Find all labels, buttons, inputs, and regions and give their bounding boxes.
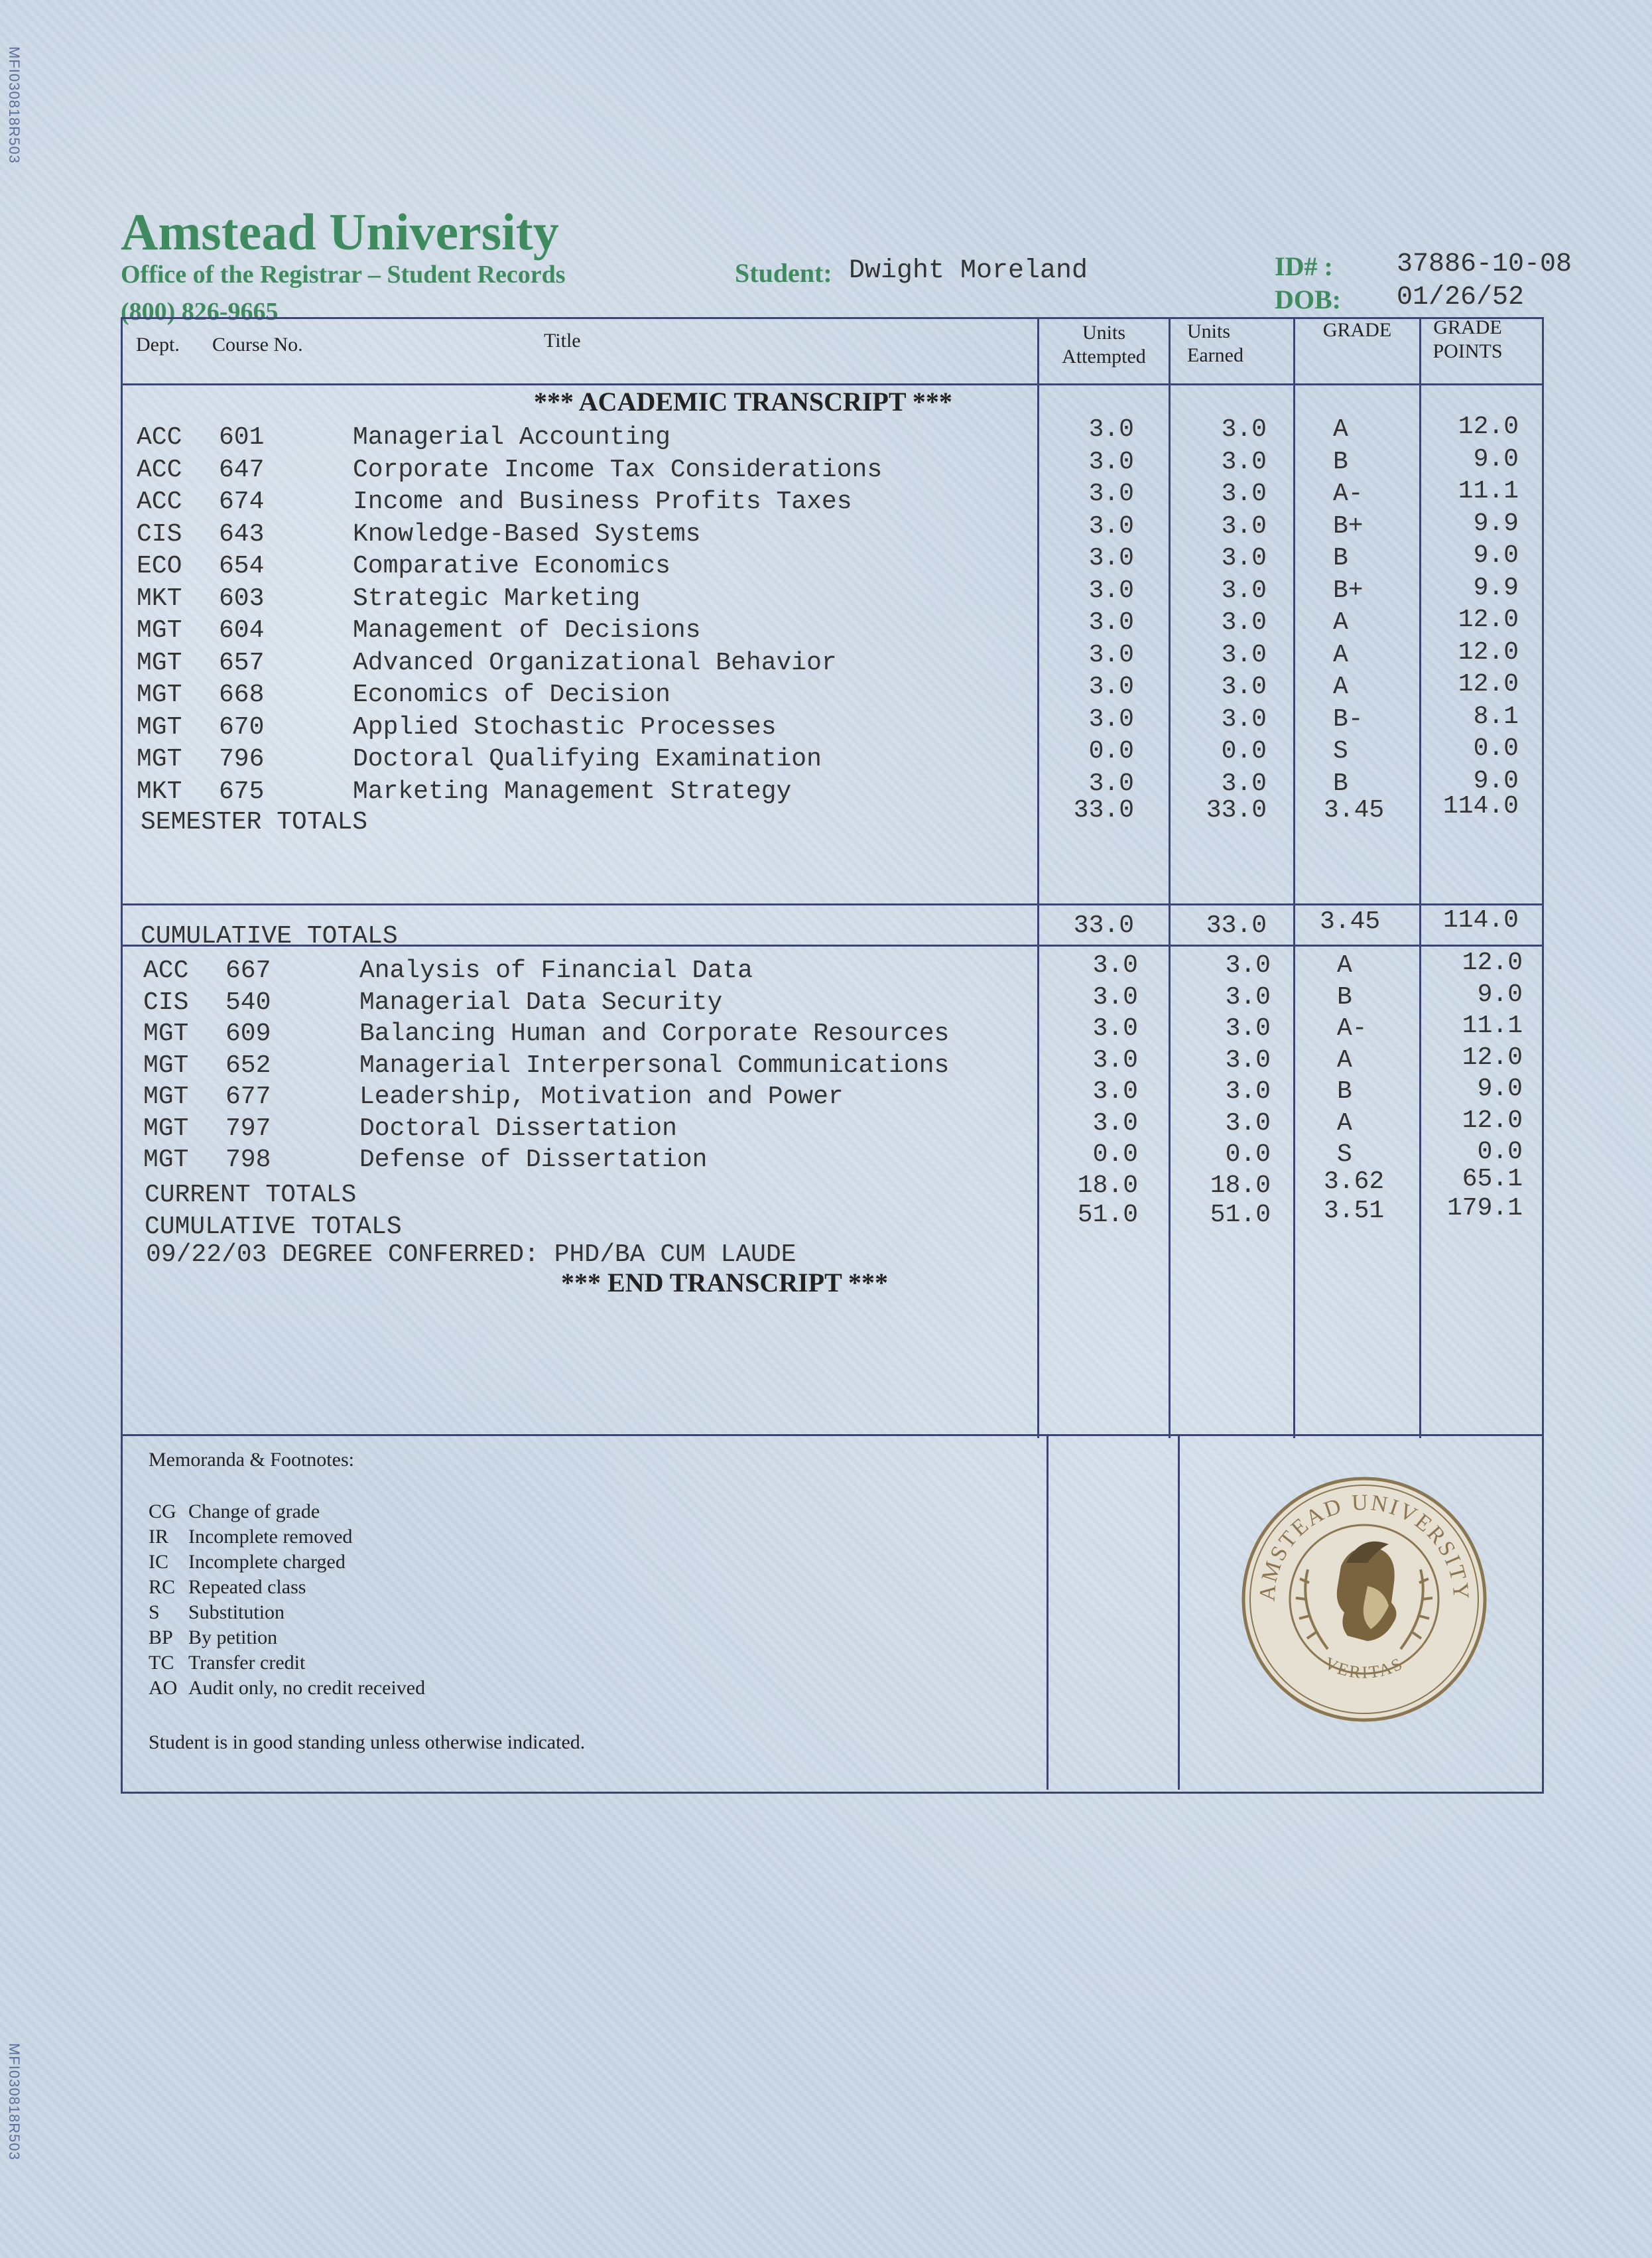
memo-code: TC (149, 1652, 174, 1674)
course-title: Managerial Data Security (359, 988, 723, 1017)
col-divider-earned (1293, 317, 1295, 1438)
units-earned: 3.0 (1221, 415, 1267, 444)
course-dept: ACC (137, 423, 182, 452)
course-dept: MGT (143, 1083, 189, 1111)
units-attempted: 3.0 (1088, 608, 1134, 637)
grade-points: 8.1 (1473, 702, 1519, 731)
grade-points-line2: POINTS (1432, 340, 1503, 362)
memo-code: S (149, 1601, 160, 1623)
col-header-units-attempted (1039, 321, 1169, 369)
course-dept: MGT (137, 712, 182, 742)
col-divider-title (1037, 317, 1039, 1438)
col-header-dept: Dept. (136, 334, 180, 356)
units-attempted: 0.0 (1088, 737, 1134, 765)
semester-totals-earned: 33.0 (1206, 796, 1267, 825)
grade: A (1337, 1045, 1352, 1075)
memo-description: Incomplete charged (188, 1551, 346, 1573)
units-earned: 3.0 (1221, 704, 1267, 734)
course-dept: ACC (137, 488, 182, 516)
course-title: Applied Stochastic Processes (353, 712, 777, 742)
dob-label: DOB: (1275, 285, 1341, 314)
cumulative-totals-2-label: CUMULATIVE TOTALS (145, 1213, 402, 1241)
col-header-course-no: Course No. (212, 334, 303, 356)
col-header-title: Title (544, 330, 581, 352)
course-dept: CIS (143, 988, 189, 1017)
memo-col-divider-2 (1178, 1434, 1180, 1790)
course-dept: MGT (143, 1020, 189, 1048)
memo-code: IR (149, 1526, 168, 1548)
memo-description: Substitution (188, 1601, 285, 1623)
grade-points: 11.1 (1458, 477, 1519, 505)
grade: A- (1337, 1014, 1367, 1043)
grade-points: 9.0 (1473, 444, 1519, 474)
units-attempted-line1: Units (1082, 322, 1125, 344)
units-attempted: 3.0 (1088, 511, 1134, 541)
student-label: Student: (735, 258, 832, 288)
grade: B (1333, 544, 1348, 572)
semester-totals-gpa: 3.45 (1324, 796, 1385, 825)
current-totals-earned: 18.0 (1210, 1171, 1271, 1200)
id-value: 37886-10-08 (1397, 249, 1572, 279)
course-number: 674 (219, 488, 265, 516)
grade: B (1337, 1077, 1352, 1106)
course-title: Leadership, Motivation and Power (359, 1083, 844, 1111)
course-dept: CIS (137, 519, 182, 549)
current-totals-attempted: 18.0 (1077, 1171, 1138, 1200)
course-dept: ACC (137, 455, 182, 484)
course-title: Corporate Income Tax Considerations (353, 455, 883, 484)
course-title: Income and Business Profits Taxes (353, 488, 852, 516)
grade-points: 11.1 (1462, 1012, 1523, 1040)
course-title: Defense of Dissertation (359, 1146, 708, 1174)
seal-top-text: AMSTEAD UNIVERSITY (1255, 1490, 1474, 1603)
grade: A (1337, 951, 1352, 980)
registrar-office: Office of the Registrar – Student Records (121, 261, 566, 289)
course-title: Marketing Management Strategy (353, 777, 792, 806)
good-standing-note: Student is in good standing unless otherwise indicated. (149, 1731, 586, 1753)
memo-code: BP (149, 1627, 173, 1648)
registrar-phone: (800) 826-9665 (121, 298, 279, 326)
university-seal-icon (1235, 1470, 1493, 1729)
units-attempted: 3.0 (1088, 415, 1134, 444)
course-title: Strategic Marketing (353, 584, 641, 613)
grade: B+ (1333, 511, 1364, 541)
units-earned: 3.0 (1221, 608, 1267, 637)
course-dept: ECO (137, 552, 182, 580)
col-header-grade: GRADE (1322, 319, 1392, 341)
units-earned-line1: Units (1187, 320, 1231, 342)
grade-points: 12.0 (1462, 1043, 1523, 1072)
header-divider (121, 383, 1544, 385)
university-name: Amstead University (121, 203, 559, 261)
grade-points: 12.0 (1458, 670, 1519, 698)
grade: A- (1333, 480, 1364, 508)
course-dept: ACC (143, 957, 189, 985)
units-earned: 0.0 (1221, 737, 1267, 765)
col-header-units-earned (1171, 320, 1287, 367)
grade-points: 9.0 (1477, 1075, 1523, 1103)
units-earned: 3.0 (1221, 576, 1267, 605)
course-dept: MKT (137, 584, 182, 613)
units-earned: 3.0 (1225, 1014, 1271, 1043)
current-totals-points: 65.1 (1462, 1165, 1523, 1193)
units-earned: 3.0 (1225, 951, 1271, 980)
memo-code: RC (149, 1576, 176, 1598)
transcript-end-banner: *** END TRANSCRIPT *** (561, 1268, 889, 1297)
units-earned: 3.0 (1221, 769, 1267, 798)
units-attempted: 3.0 (1092, 1077, 1138, 1106)
units-earned: 3.0 (1225, 982, 1271, 1012)
memo-description: Audit only, no credit received (188, 1677, 426, 1699)
units-earned: 3.0 (1221, 447, 1267, 476)
units-earned: 3.0 (1221, 673, 1267, 701)
grade: A (1333, 415, 1348, 444)
grade: B (1333, 447, 1348, 476)
units-attempted: 3.0 (1092, 1108, 1138, 1138)
grade-points: 9.9 (1473, 573, 1519, 602)
course-dept: MGT (137, 648, 182, 677)
cumulative-totals-2-earned: 51.0 (1210, 1201, 1271, 1229)
grade-points-line1: GRADE (1433, 316, 1502, 338)
course-number: 670 (219, 712, 265, 742)
seal-bottom-text: VERITAS (1321, 1653, 1407, 1683)
course-number: 540 (225, 988, 271, 1017)
units-attempted: 3.0 (1092, 982, 1138, 1012)
course-title: Managerial Interpersonal Communications (359, 1051, 950, 1080)
units-attempted: 3.0 (1088, 640, 1134, 669)
units-attempted: 3.0 (1092, 951, 1138, 980)
units-earned: 3.0 (1221, 511, 1267, 541)
current-totals-gpa: 3.62 (1324, 1167, 1385, 1196)
transcript-start-banner: *** ACADEMIC TRANSCRIPT *** (534, 387, 952, 417)
course-title: Doctoral Dissertation (359, 1114, 677, 1143)
grade-points: 12.0 (1458, 413, 1519, 441)
memo-code: IC (149, 1551, 168, 1573)
semester-totals-attempted: 33.0 (1073, 796, 1134, 825)
grade: B- (1333, 704, 1364, 734)
student-name: Dwight Moreland (849, 256, 1088, 286)
grade-points: 12.0 (1458, 606, 1519, 634)
units-attempted: 3.0 (1088, 576, 1134, 605)
document-code-top: MFI030818R503 (6, 46, 23, 164)
units-earned: 3.0 (1221, 544, 1267, 572)
memo-description: Transfer credit (188, 1652, 306, 1674)
units-attempted-line2: Attempted (1062, 346, 1146, 367)
grade: B (1337, 982, 1352, 1012)
id-label: ID# : (1275, 251, 1333, 281)
units-attempted: 3.0 (1088, 769, 1134, 798)
course-dept: MGT (143, 1051, 189, 1080)
course-title: Balancing Human and Corporate Resources (359, 1020, 950, 1048)
grade: S (1333, 737, 1348, 765)
course-dept: MKT (137, 777, 182, 806)
course-dept: MGT (137, 681, 182, 709)
term-divider (121, 903, 1544, 905)
grade-points: 9.9 (1473, 509, 1519, 538)
col-divider-grade (1419, 317, 1421, 1438)
course-number: 667 (225, 957, 271, 985)
grade: S (1337, 1140, 1352, 1169)
units-attempted: 3.0 (1092, 1045, 1138, 1075)
cumulative-totals-1-points: 114.0 (1442, 906, 1519, 935)
units-attempted: 3.0 (1088, 673, 1134, 701)
course-number: 652 (225, 1051, 271, 1080)
course-title: Management of Decisions (353, 616, 701, 645)
grade-points: 9.0 (1477, 980, 1523, 1009)
memo-divider (121, 1434, 1544, 1436)
cumulative-totals-1-attempted: 33.0 (1073, 911, 1134, 940)
grade-points: 0.0 (1473, 734, 1519, 763)
course-title: Knowledge-Based Systems (353, 519, 701, 549)
course-title: Economics of Decision (353, 681, 670, 709)
units-earned: 3.0 (1225, 1108, 1271, 1138)
units-attempted: 3.0 (1088, 480, 1134, 508)
document-code-bottom: MFI030818R503 (6, 2043, 23, 2160)
memo-code: AO (149, 1677, 178, 1699)
dob-value: 01/26/52 (1397, 283, 1525, 312)
grade-points: 12.0 (1458, 637, 1519, 667)
memo-description: Repeated class (188, 1576, 306, 1598)
course-number: 797 (225, 1114, 271, 1143)
grade-points: 0.0 (1477, 1138, 1523, 1166)
units-earned: 3.0 (1225, 1045, 1271, 1075)
course-dept: MGT (137, 745, 182, 773)
cumulative-totals-2-attempted: 51.0 (1077, 1201, 1138, 1229)
course-dept: MGT (137, 616, 182, 645)
course-dept: MGT (143, 1146, 189, 1174)
course-dept: MGT (143, 1114, 189, 1143)
units-attempted: 3.0 (1092, 1014, 1138, 1043)
col-divider-attempted (1169, 317, 1171, 1438)
course-number: 796 (219, 745, 265, 773)
units-earned: 3.0 (1221, 640, 1267, 669)
grade-points: 12.0 (1462, 949, 1523, 977)
course-number: 643 (219, 519, 265, 549)
units-earned-line2: Earned (1187, 344, 1243, 366)
semester-totals-points: 114.0 (1442, 792, 1519, 821)
course-number: 657 (219, 648, 265, 677)
units-attempted: 3.0 (1088, 447, 1134, 476)
grade-points: 9.0 (1473, 766, 1519, 795)
units-earned: 3.0 (1225, 1077, 1271, 1106)
course-title: Managerial Accounting (353, 423, 670, 452)
course-number: 668 (219, 681, 265, 709)
course-number: 654 (219, 552, 265, 580)
course-title: Analysis of Financial Data (359, 957, 753, 985)
units-earned: 0.0 (1225, 1140, 1271, 1169)
semester-totals-label: SEMESTER TOTALS (141, 808, 368, 836)
grade: A (1337, 1108, 1352, 1138)
course-title: Comparative Economics (353, 552, 670, 580)
course-title: Advanced Organizational Behavior (353, 648, 837, 677)
course-number: 609 (225, 1020, 271, 1048)
units-attempted: 3.0 (1088, 544, 1134, 572)
course-number: 603 (219, 584, 265, 613)
course-title: Doctoral Qualifying Examination (353, 745, 822, 773)
grade: A (1333, 640, 1348, 669)
memo-code: CG (149, 1500, 176, 1522)
cumulative-totals-2-points: 179.1 (1446, 1194, 1523, 1223)
course-number: 675 (219, 777, 265, 806)
grade: A (1333, 673, 1348, 701)
degree-conferred-line: 09/22/03 DEGREE CONFERRED: PHD/BA CUM LAUDE (146, 1240, 796, 1269)
memo-title: Memoranda & Footnotes: (149, 1449, 354, 1471)
cumulative-totals-1-gpa: 3.45 (1320, 907, 1381, 936)
course-number: 604 (219, 616, 265, 645)
memo-description: Incomplete removed (188, 1526, 353, 1548)
grade: B (1333, 769, 1348, 798)
memo-description: By petition (188, 1627, 278, 1648)
units-earned: 3.0 (1221, 480, 1267, 508)
grade-points: 12.0 (1462, 1106, 1523, 1135)
grade: B+ (1333, 576, 1364, 605)
course-number: 677 (225, 1083, 271, 1111)
grade-points: 9.0 (1473, 541, 1519, 570)
units-attempted: 0.0 (1092, 1140, 1138, 1169)
memo-description: Change of grade (188, 1500, 320, 1522)
cumulative-totals-1-earned: 33.0 (1206, 911, 1267, 940)
course-number: 647 (219, 455, 265, 484)
current-totals-label: CURRENT TOTALS (145, 1181, 357, 1209)
course-number: 601 (219, 423, 265, 452)
memo-col-divider-1 (1047, 1434, 1048, 1790)
cumulative-totals-2-gpa: 3.51 (1324, 1197, 1385, 1225)
course-number: 798 (225, 1146, 271, 1174)
units-attempted: 3.0 (1088, 704, 1134, 734)
cumulative-totals-1-label: CUMULATIVE TOTALS (141, 922, 398, 951)
col-header-grade-points (1421, 316, 1514, 364)
grade: A (1333, 608, 1348, 637)
